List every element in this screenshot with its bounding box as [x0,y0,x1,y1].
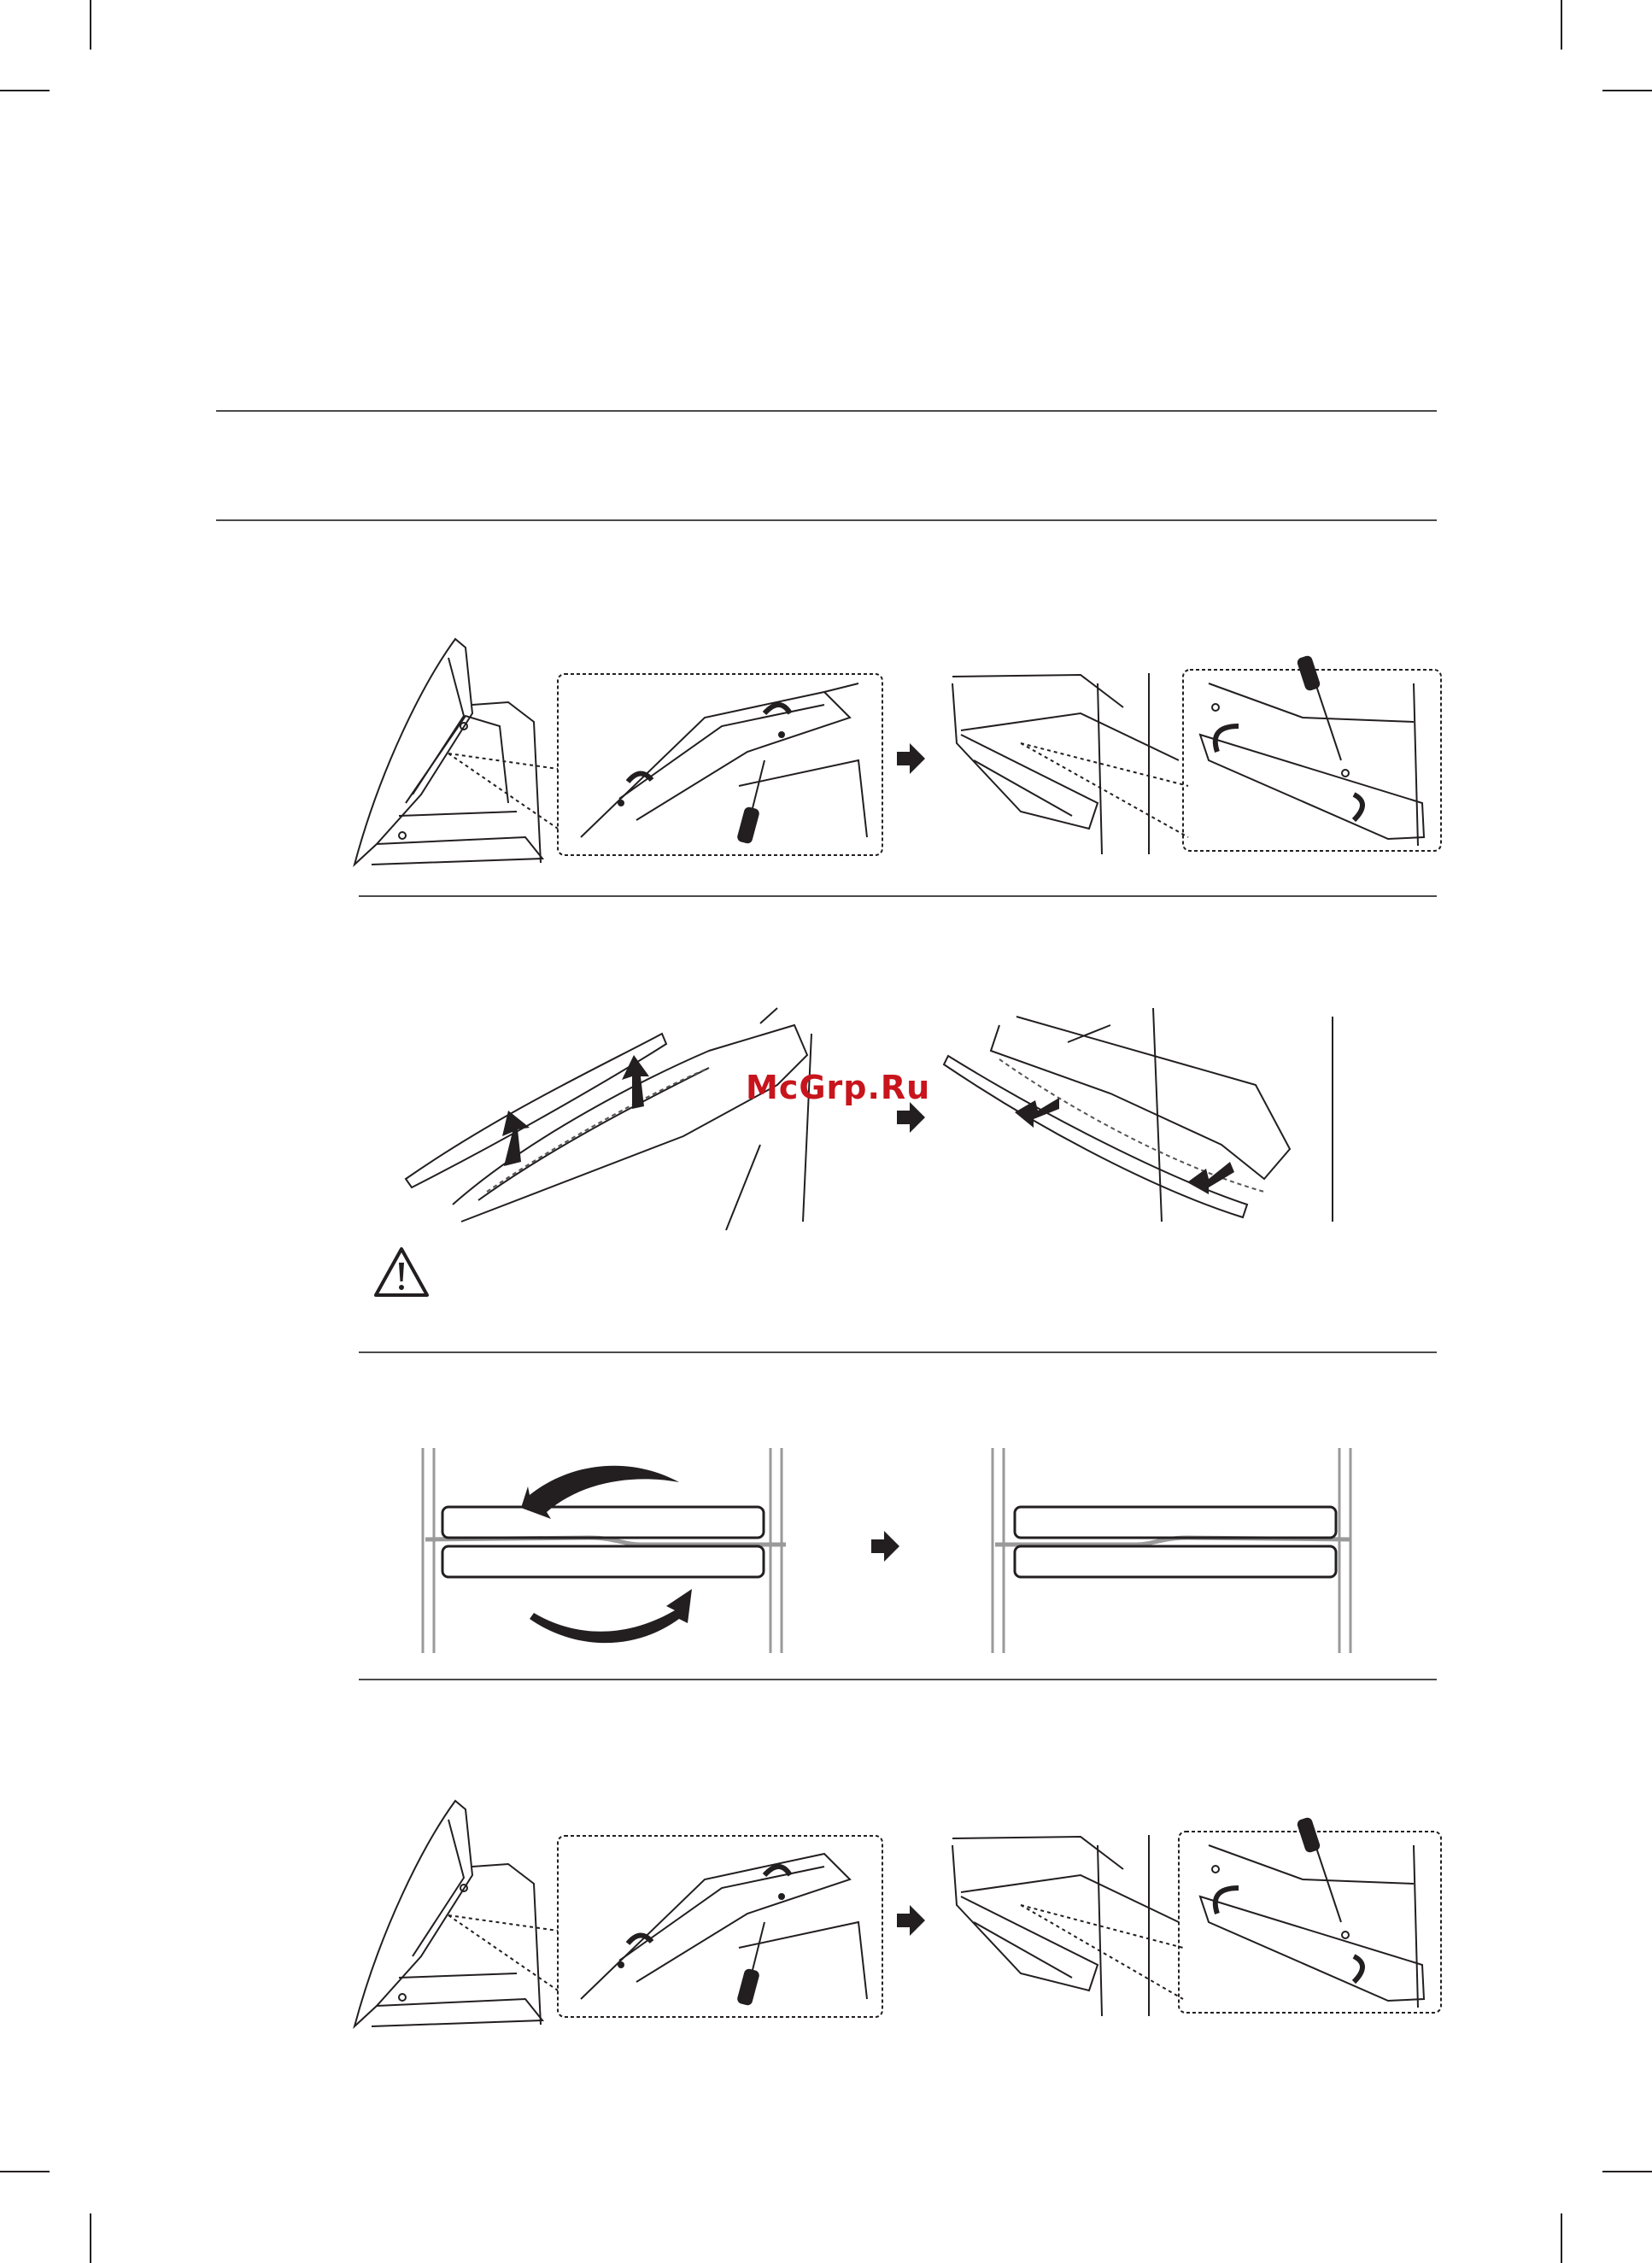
header-rule-bottom [216,519,1437,521]
crop-mark [1602,2171,1652,2172]
crop-mark [0,90,50,91]
rotate-arrow-icon [521,1466,679,1519]
right-arrow-icon [897,1905,925,1936]
crop-mark [1561,2213,1562,2263]
crop-mark [0,2171,50,2172]
right-arrow-icon [897,743,925,774]
rotate-arrow-icon [530,1589,692,1643]
figure-step-3 [419,1444,1358,1657]
step-divider [359,1351,1437,1353]
figure-step-2 [401,1008,1350,1239]
step-divider [359,895,1437,897]
crop-mark [90,0,91,50]
right-arrow-icon [897,1102,925,1133]
header-rule-top [216,410,1437,412]
crop-mark [1561,0,1562,50]
warning-triangle-icon [372,1246,431,1299]
step-divider [359,1679,1437,1680]
right-arrow-icon [871,1531,899,1562]
watermark-text: McGrp.Ru [746,1069,931,1106]
crop-mark [1602,90,1652,91]
screwdriver-icon [736,760,764,845]
figure-step-1 [346,632,1448,880]
crop-mark [90,2213,91,2263]
figure-step-4 [346,1794,1448,2042]
